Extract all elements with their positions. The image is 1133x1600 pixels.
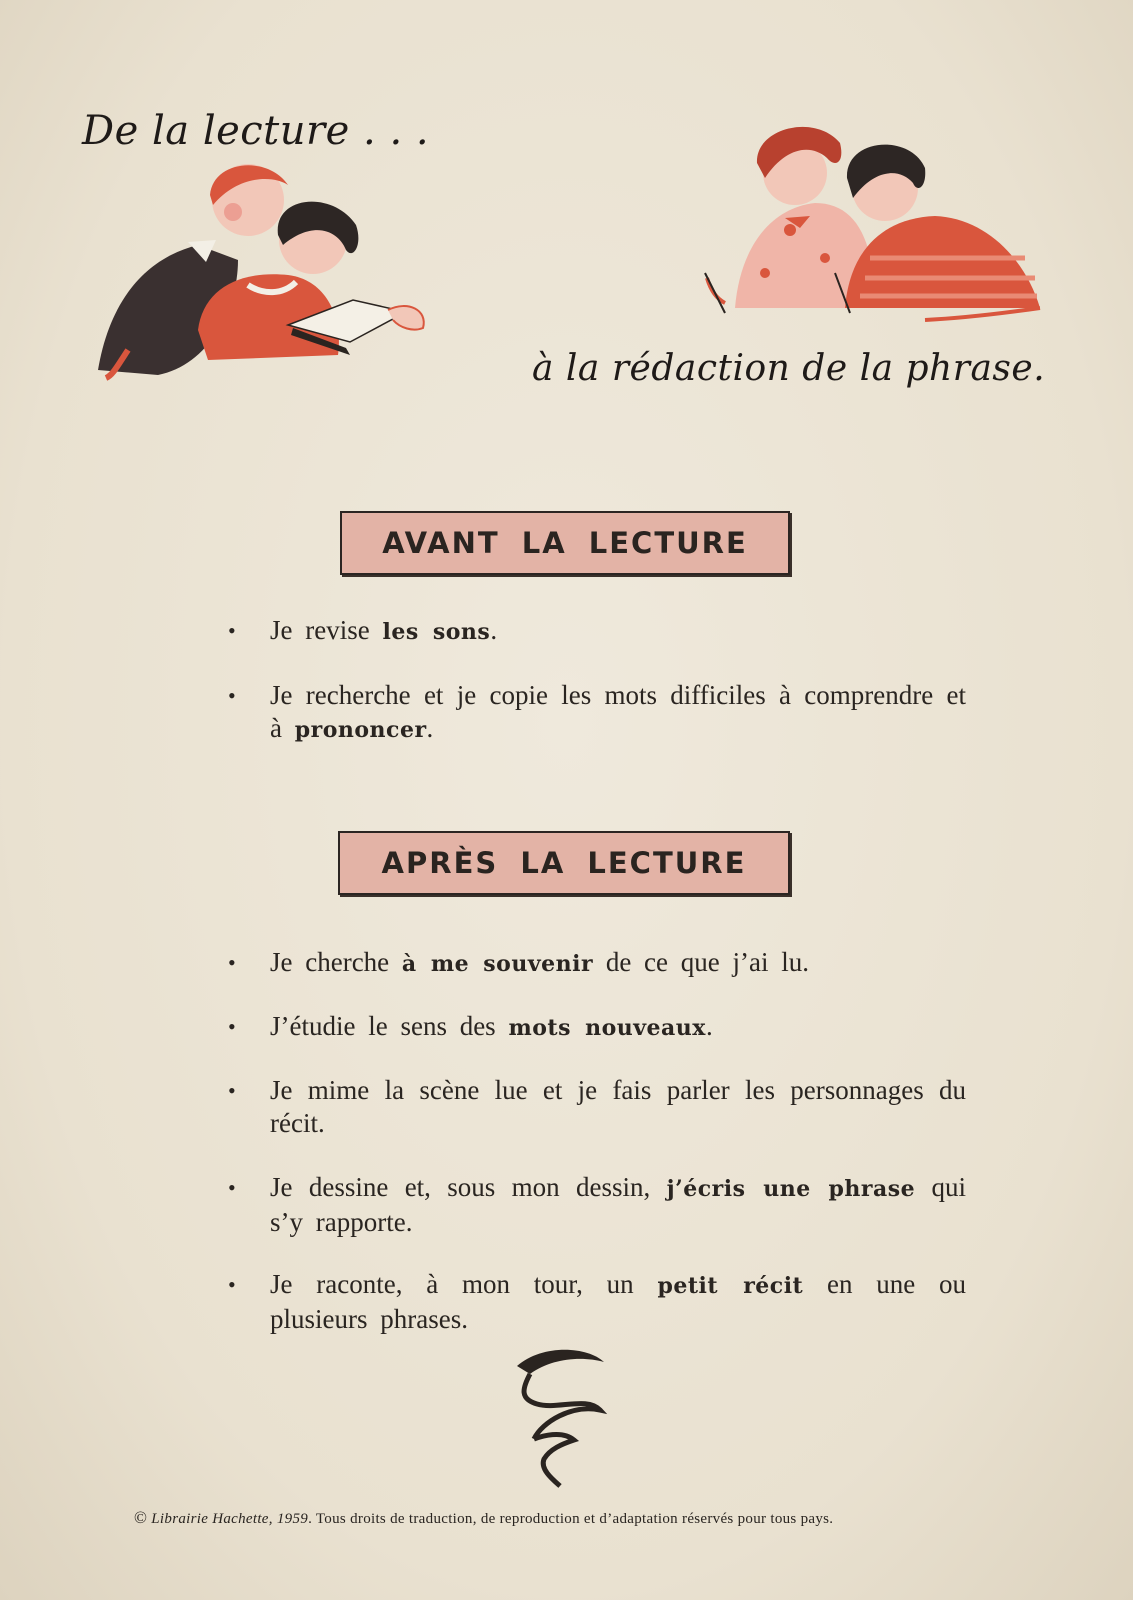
children-reading-illustration: [88, 150, 438, 390]
heading-after-reading: APRÈS LA LECTURE: [338, 831, 790, 895]
before-reading-list: [226, 614, 966, 777]
list-item: • Je mime la scène lue et je fais parler les personnages du récit.: [226, 1074, 966, 1142]
list-item: • Je recherche et je copie les mots difficiles à comprendre et à prononcer.: [226, 679, 966, 747]
after-reading-list: [226, 946, 966, 1365]
list-item: • Je dessine et, sous mon dessin, j’écris une phrase qui s’y rapporte.: [226, 1171, 966, 1239]
copyright-symbol: ©: [134, 1508, 148, 1527]
title-from-reading: De la lecture . . .: [82, 108, 430, 154]
heading-before-reading: AVANT LA LECTURE: [340, 511, 790, 575]
list-item: • Je cherche à me souvenir de ce que j’ai lu.: [226, 946, 966, 981]
list-item: • Je revise les sons.: [226, 614, 966, 649]
copyright-notice: [134, 1508, 833, 1528]
title-to-sentence-writing: à la rédaction de la phrase.: [532, 348, 1046, 389]
publisher-name: Librairie Hachette, 1959: [151, 1511, 309, 1527]
list-item: • J’étudie le sens des mots nouveaux.: [226, 1010, 966, 1045]
rights-text: . Tous droits de traduction, de reproduction et d’adaptation réservés pour tous pays.: [308, 1511, 834, 1527]
flourish-ornament-icon: [512, 1344, 612, 1489]
list-item: • Je raconte, à mon tour, un petit récit en une ou plusieurs phrases.: [226, 1268, 966, 1336]
children-writing-illustration: [695, 108, 1050, 338]
